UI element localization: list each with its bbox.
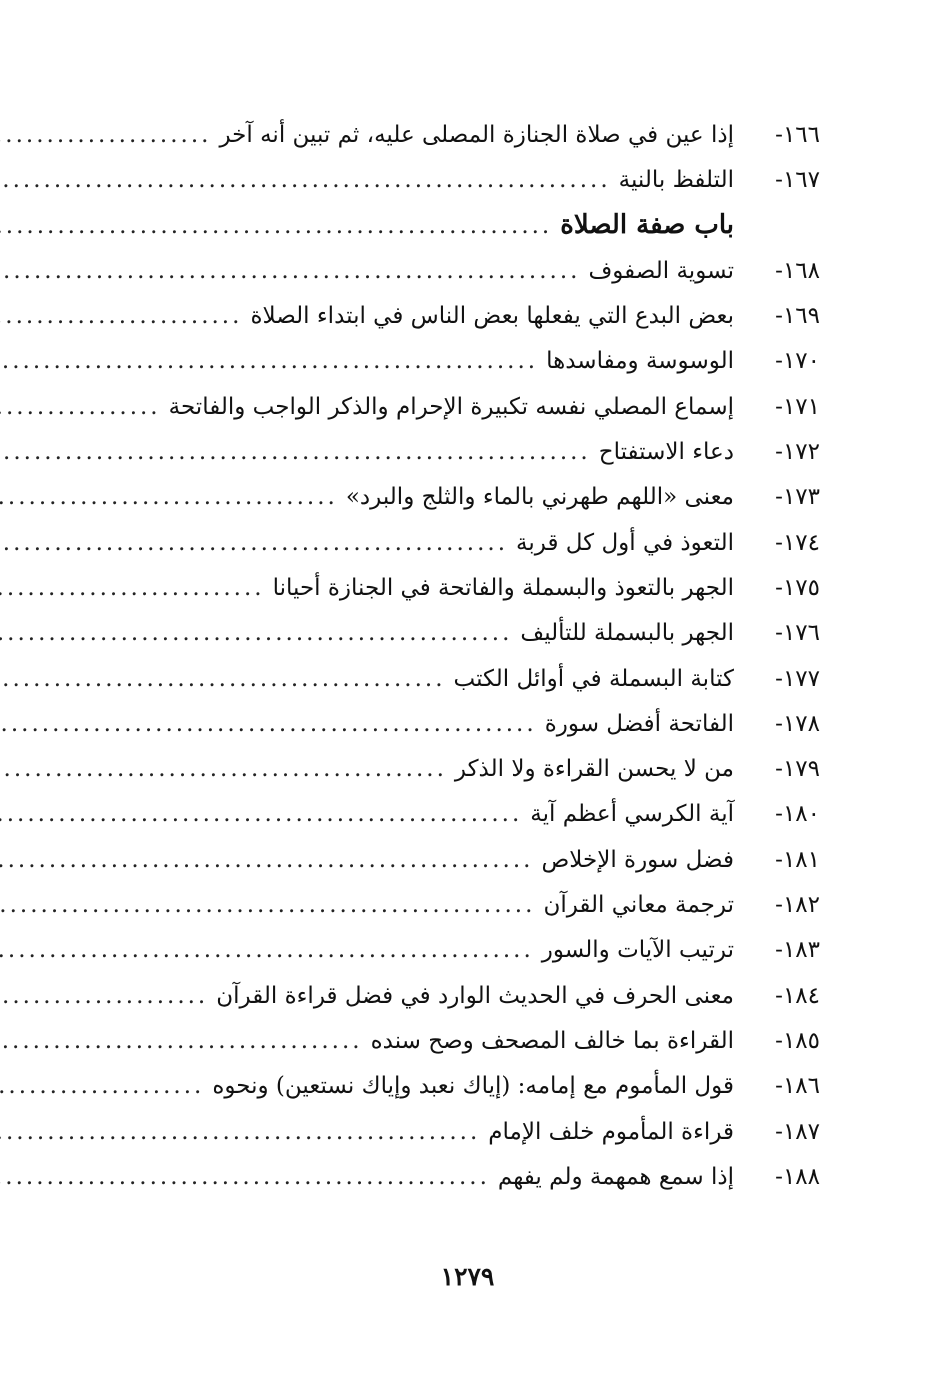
entry-number: ١٦٩- — [775, 303, 820, 330]
entry-title: الجهر بالبسملة للتأليف — [520, 620, 734, 647]
entry-title: التلفظ بالنية — [618, 167, 734, 194]
dot-leader — [0, 521, 508, 566]
entry-title: آية الكرسي أعظم آية — [530, 801, 734, 828]
toc-entry — [120, 112, 820, 157]
toc-entry — [120, 248, 820, 293]
entry-title: الوسوسة ومفاسدها — [546, 348, 734, 375]
dot-leader — [0, 1110, 480, 1155]
entry-number: ١٨١- — [775, 846, 820, 873]
entry-title: معنى «اللهم طهرني بالماء والثلج والبرد» — [345, 484, 734, 511]
dot-leader — [0, 566, 265, 611]
dot-leader — [0, 838, 533, 883]
entry-title: إذا عين في صلاة الجنازة المصلى عليه، ثم تبين أنه آخر — [219, 122, 734, 148]
toc-entry — [120, 927, 820, 972]
entry-title: معنى الحرف في الحديث الوارد في فضل قراءة القرآن — [216, 982, 734, 1009]
entry-number: ١٧١- — [775, 393, 820, 420]
entry-number: ١٨٣- — [775, 937, 820, 964]
entry-number: ١٧٥- — [775, 574, 820, 601]
entry-number: ١٧٩- — [775, 756, 820, 783]
entry-number: ١٧٤- — [775, 529, 820, 556]
toc-entry — [120, 1154, 820, 1199]
entry-title: قول المأموم مع إمامه: (إياك نعبد وإياك نستعين) ونحوه — [212, 1073, 734, 1100]
section-title: باب صفة الصلاة — [560, 209, 734, 240]
table-of-contents — [120, 112, 820, 1199]
entry-number: ١٧٠- — [775, 348, 820, 375]
entry-number: ١٨٥- — [775, 1027, 820, 1054]
entry-title: إذا سمع همهمة ولم يفهم — [497, 1163, 734, 1190]
dot-leader — [0, 747, 447, 792]
toc-entry — [120, 837, 820, 882]
entry-title: التعوذ في أول كل قربة — [516, 529, 734, 556]
entry-number: ١٨٧- — [775, 1118, 820, 1145]
entry-number: ١٦٦- — [775, 122, 820, 148]
dot-leader — [0, 385, 161, 430]
toc-entry — [120, 157, 820, 202]
entry-title: ترتيب الآيات والسور — [541, 937, 734, 964]
entry-number: ١٨٤- — [775, 982, 820, 1009]
entry-title: ترجمة معاني القرآن — [543, 892, 734, 919]
entry-number: ١٨٠- — [775, 801, 820, 828]
toc-entry — [120, 1109, 820, 1154]
entry-title: بعض البدع التي يفعلها بعض الناس في ابتداء الصلاة — [250, 303, 734, 330]
dot-leader — [0, 475, 338, 520]
toc-entry — [120, 520, 820, 565]
toc-entry — [120, 973, 820, 1018]
entry-number: ١٨٢- — [775, 892, 820, 919]
entry-number: ١٧٨- — [775, 710, 820, 737]
dot-leader — [0, 113, 211, 158]
toc-entry — [120, 429, 820, 474]
dot-leader — [0, 883, 535, 928]
entry-title: الجهر بالتعوذ والبسملة والفاتحة في الجنازة أحيانا — [272, 574, 734, 601]
dot-leader — [0, 204, 552, 249]
dot-leader — [0, 928, 534, 973]
entry-title: من لا يحسن القراءة ولا الذكر — [454, 756, 734, 783]
dot-leader — [0, 611, 512, 656]
entry-number: ١٧٦- — [775, 620, 820, 647]
dot-leader — [0, 339, 538, 384]
dot-leader — [0, 294, 242, 339]
toc-entry — [120, 701, 820, 746]
entry-title: كتابة البسملة في أوائل الكتب — [453, 665, 734, 692]
toc-entry — [120, 1063, 820, 1108]
dot-leader — [0, 792, 522, 837]
dot-leader — [0, 974, 208, 1019]
toc-entry — [120, 338, 820, 383]
toc-entry — [120, 610, 820, 655]
entry-title: القراءة بما خالف المصحف وصح سنده — [370, 1027, 734, 1054]
entry-number: ١٨٦- — [775, 1073, 820, 1100]
entry-number: ١٦٧- — [775, 167, 820, 194]
section-heading — [120, 203, 820, 248]
toc-entry — [120, 384, 820, 429]
toc-entry — [120, 565, 820, 610]
dot-leader — [0, 158, 611, 203]
toc-entry — [120, 746, 820, 791]
entry-title: فضل سورة الإخلاص — [541, 846, 734, 873]
page-number: ١٢٧٩ — [440, 1262, 495, 1291]
toc-entry — [120, 1018, 820, 1063]
entry-number: ١٨٨- — [775, 1163, 820, 1190]
entry-title: الفاتحة أفضل سورة — [544, 710, 734, 737]
entry-number: ١٧٧- — [775, 665, 820, 692]
toc-entry — [120, 474, 820, 519]
dot-leader — [0, 1019, 363, 1064]
toc-entry — [120, 656, 820, 701]
dot-leader — [0, 702, 537, 747]
dot-leader — [0, 249, 580, 294]
dot-leader — [0, 657, 446, 702]
dot-leader — [0, 430, 591, 475]
dot-leader — [0, 1064, 204, 1109]
entry-number: ١٧٢- — [775, 439, 820, 466]
entry-number: ١٦٨- — [775, 257, 820, 284]
toc-entry — [120, 791, 820, 836]
entry-title: إسماع المصلي نفسه تكبيرة الإحرام والذكر الواجب والفاتحة — [168, 393, 734, 420]
toc-entry — [120, 293, 820, 338]
entry-title: تسوية الصفوف — [588, 257, 734, 284]
toc-entry — [120, 882, 820, 927]
dot-leader — [0, 1155, 490, 1200]
entry-title: دعاء الاستفتاح — [598, 439, 734, 466]
entry-number: ١٧٣- — [775, 484, 820, 511]
entry-title: قراءة المأموم خلف الإمام — [488, 1118, 734, 1145]
